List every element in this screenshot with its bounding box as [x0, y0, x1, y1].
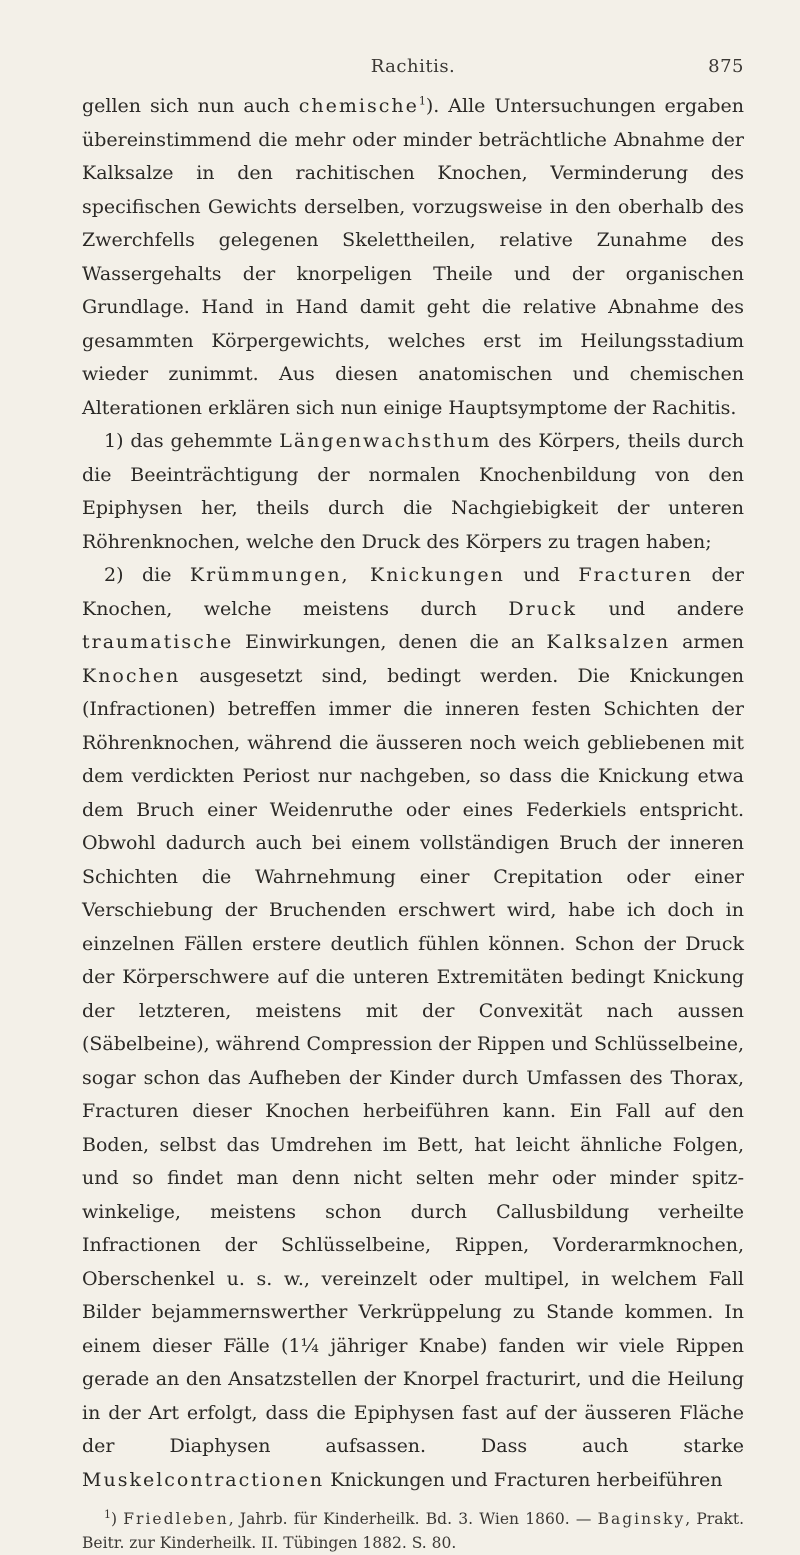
emphasized-text: Knochen — [82, 664, 181, 687]
text-run: ausgesetzt sind, bedingt werden. Die Knickungen (Infractionen) betreffen immer die inneren festen Schichten der Röhrenknochen, während die äusseren noch weich gebliebenen mit dem verdickten Periost nur nachgeben, so dass die Knickung etwa dem Bruch einer Weidenruthe oder eines Federkiels entspricht. Obwohl dadurch auch bei einem vollständigen Bruch der inneren Schichten die Wahrnehmung einer Crepitation oder einer Verschiebung der Bruchenden erschwert wird, habe ich doch in einzelnen Fällen erstere deutlich fühlen können. Schon der Druck der Körperschwere auf die unteren Extremitäten bedingt Knickung der letzteren, meistens mit der Convexität nach aussen (Säbelbeine), während Compression der Rippen und Schlüsselbeine, sogar schon das Aufheben der Kinder durch Umfassen des Thorax, Fracturen dieser Knochen herbeiführen kann. Ein Fall auf den Boden, selbst das Umdrehen im Bett, hat leicht ähnliche Folgen, und so findet man denn nicht selten mehr oder minder spitzwinkelige, meistens schon durch Callusbildung verheilte Infractionen der Schlüsselbeine, Rippen, Vorderarmknochen, Oberschenkel u. s. w., vereinzelt oder multipel, in welchem Fall Bilder bejammernswerther Verkrüppelung zu Stande kommen. In einem dieser Fälle (1¼ jähriger Knabe) fanden wir viele Rippen gerade an den Ansatzstellen der Knorpel fracturirt, und die Heilung in der Art erfolgt, dass die Epiphysen fast auf der äusseren Fläche der Diaphysen aufsassen. Dass auch starke — [82, 664, 744, 1457]
text-run: , Prakt. Beitr. zur Kinderheilk. II. Tübingen 1882. S. 80. — [82, 1510, 745, 1552]
text-run: 1) das gehemmte — [104, 430, 280, 452]
text-run: und — [504, 564, 579, 586]
text-run: Einwirkungen, denen die an — [233, 631, 547, 653]
text-run: , Jahrb. für Kinderheilk. Bd. 3. Wien 1860. — — [228, 1510, 598, 1528]
text-run: gellen sich nun auch — [82, 95, 299, 117]
text-run: 2) die — [104, 564, 190, 586]
running-head — [82, 56, 744, 90]
footnote-marker: 1 — [418, 94, 426, 108]
text-run: und andere — [577, 597, 744, 620]
page-number: 875 — [708, 56, 744, 77]
emphasized-text: Kalksalzen — [546, 631, 671, 653]
text-run: der Knochen, welche meistens durch — [82, 564, 744, 620]
emphasized-text: Längenwachsthum — [279, 430, 492, 452]
emphasized-text: Fracturen — [578, 564, 694, 586]
paragraph — [82, 425, 744, 559]
footnote-marker: 1 — [104, 1507, 111, 1521]
emphasized-text: Baginsky — [597, 1510, 686, 1528]
body-text — [82, 90, 744, 1497]
emphasized-text: Friedleben — [123, 1510, 229, 1528]
footnotes — [82, 1507, 744, 1555]
paragraph — [82, 90, 744, 425]
text-run: ) — [111, 1510, 124, 1528]
text-run: armen — [670, 631, 744, 653]
emphasized-text: chemische — [298, 95, 419, 117]
text-run: des Körpers, theils durch die Beeinträchtigung der normalen Knochenbildung von den Epiphysen her, theils durch die Nachgiebigkeit der unteren Röhrenknochen, welche den Druck des Körpers zu tragen haben; — [82, 430, 744, 553]
emphasized-text: traumatische — [82, 631, 234, 653]
text-run: ). Alle Untersuchungen ergaben übereinstimmend die mehr oder minder beträchtliche Abnahme der Kalksalze in den rachitischen Knochen, Verminderung des specifischen Gewichts derselben, vorzugsweise in den oberhalb des Zwerchfells gelegenen Skelettheilen, relative Zunahme des Wassergehalts der knorpeligen Theile und der organischen Grundlage. Hand in Hand damit geht die relative Abnahme des gesammten Körpergewichts, welches erst im Heilungsstadium wieder zunimmt. Aus diesen anatomischen und chemischen Alterationen erklären sich nun einige Hauptsymptome der Rachitis. — [82, 95, 745, 419]
emphasized-text: Muskelcontractionen — [82, 1468, 325, 1491]
footnote — [82, 1507, 744, 1555]
text-run: Knickungen und Fracturen herbeiführen — [324, 1468, 723, 1491]
paragraph — [82, 559, 744, 1497]
running-title: Rachitis. — [370, 56, 456, 77]
emphasized-text: Druck — [508, 597, 578, 620]
emphasized-text: Krümmungen, Knickungen — [189, 564, 505, 586]
book-page — [82, 56, 744, 1555]
